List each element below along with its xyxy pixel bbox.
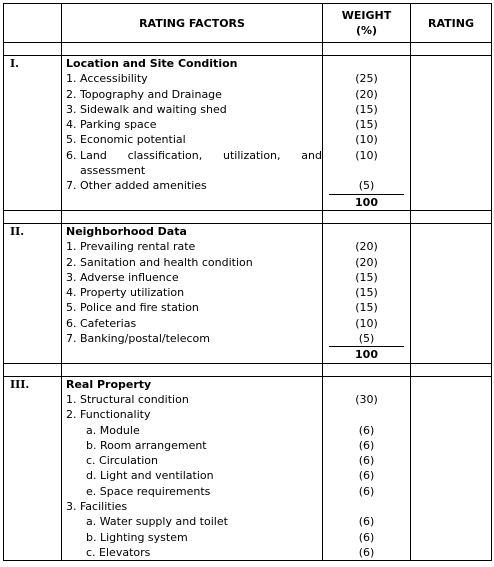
- weight-value: (6): [358, 454, 375, 468]
- factor-item: 4. Parking space: [66, 118, 157, 132]
- weight-value: (6): [358, 469, 375, 483]
- weight-value: (15): [355, 286, 378, 300]
- weight-value: (6): [358, 438, 375, 452]
- factor-item: 2. Sanitation and health condition: [66, 255, 253, 269]
- sub-factor-item: a. Module: [86, 423, 140, 437]
- factor-item: 3. Adverse influence: [66, 270, 179, 284]
- weight-value: (5): [358, 332, 375, 346]
- section-factors-cell: [62, 56, 323, 211]
- section-numeral: III.: [4, 376, 62, 561]
- factor-item: 1. Structural condition: [66, 392, 189, 406]
- weight-value: (30): [355, 392, 378, 406]
- section-title: Location and Site Condition: [66, 57, 238, 70]
- header-row: [4, 4, 492, 43]
- weight-value: (20): [355, 240, 378, 254]
- sub-factor-item: e. Space requirements: [86, 484, 211, 498]
- section-title: Neighborhood Data: [66, 224, 187, 238]
- sub-factor-item: c. Elevators: [86, 545, 151, 559]
- section-row: [4, 223, 492, 363]
- section-weights-cell: [323, 223, 411, 363]
- factor-label-continuation: assessment: [80, 163, 146, 177]
- factor-item: 2. Topography and Drainage: [66, 87, 222, 101]
- section-row: [4, 56, 492, 211]
- weight-value: (15): [355, 102, 378, 116]
- section-rating-cell: [411, 223, 492, 363]
- section-weights-cell: [323, 376, 411, 561]
- weight-total: 100: [329, 346, 404, 362]
- rating-factors-table: [3, 3, 492, 561]
- spacer-row: [4, 210, 492, 223]
- weight-value: (25): [355, 72, 378, 86]
- weight-value: (6): [358, 515, 375, 529]
- factor-item: 2. Functionality: [66, 408, 151, 422]
- factor-item: 3. Facilities: [66, 500, 128, 514]
- header-blank-cell: [4, 4, 62, 43]
- factor-item: 5. Economic potential: [66, 133, 186, 147]
- factor-item: 7. Other added amenities: [66, 179, 207, 193]
- weight-value: (6): [358, 545, 375, 559]
- header-rating-factors: RATING FACTORS: [62, 4, 323, 43]
- factor-item: 1. Prevailing rental rate: [66, 240, 196, 254]
- weight-value: (6): [358, 530, 375, 544]
- factor-item: 5. Police and fire station: [66, 301, 199, 315]
- weight-value: (10): [355, 316, 378, 330]
- weight-value: (6): [358, 484, 375, 498]
- spacer-row: [4, 43, 492, 56]
- section-factors-cell: [62, 223, 323, 363]
- header-weight-line1: WEIGHT: [341, 9, 392, 22]
- factor-item: 4. Property utilization: [66, 286, 185, 300]
- factor-label-part: 6. Land: [66, 148, 107, 162]
- weight-value: [323, 407, 410, 422]
- spacer-row: [4, 363, 492, 376]
- sub-factor-item: d. Light and ventilation: [86, 469, 214, 483]
- section-numeral: I.: [4, 56, 62, 211]
- factor-label-part: utilization,: [222, 148, 281, 162]
- factor-item: 3. Sidewalk and waiting shed: [66, 102, 227, 116]
- header-weight-line2: (%): [355, 24, 378, 37]
- sub-factor-item: b. Room arrangement: [86, 438, 207, 452]
- weight-value: (10): [355, 133, 378, 147]
- weight-value: (10): [355, 148, 378, 162]
- header-rating: RATING: [411, 4, 492, 43]
- weight-value: (6): [358, 423, 375, 437]
- factor-label-part: and: [301, 148, 322, 162]
- factor-item: 6. Cafeterias: [66, 316, 137, 330]
- section-rating-cell: [411, 56, 492, 211]
- weight-value: (15): [355, 118, 378, 132]
- factor-item: 1. Accessibility: [66, 72, 148, 86]
- weight-value: (20): [355, 87, 378, 101]
- section-numeral: II.: [4, 223, 62, 363]
- weight-value: (15): [355, 301, 378, 315]
- sub-factor-item: b. Lighting system: [86, 530, 188, 544]
- section-factors-cell: [62, 376, 323, 561]
- weight-total: 100: [329, 194, 404, 210]
- header-weight: [323, 4, 411, 43]
- factor-item: 7. Banking/postal/telecom: [66, 332, 210, 346]
- weight-value: (15): [355, 270, 378, 284]
- weight-value: (5): [358, 179, 375, 193]
- weight-value: (20): [355, 255, 378, 269]
- section-weights-cell: [323, 56, 411, 211]
- section-rating-cell: [411, 376, 492, 561]
- section-row: [4, 376, 492, 561]
- sub-factor-item: c. Circulation: [86, 454, 158, 468]
- factor-label-part: classification,: [127, 148, 203, 162]
- section-title: Real Property: [66, 377, 152, 391]
- sub-factor-item: a. Water supply and toilet: [86, 515, 228, 529]
- weight-value: [323, 499, 410, 514]
- factor-item: [66, 148, 322, 179]
